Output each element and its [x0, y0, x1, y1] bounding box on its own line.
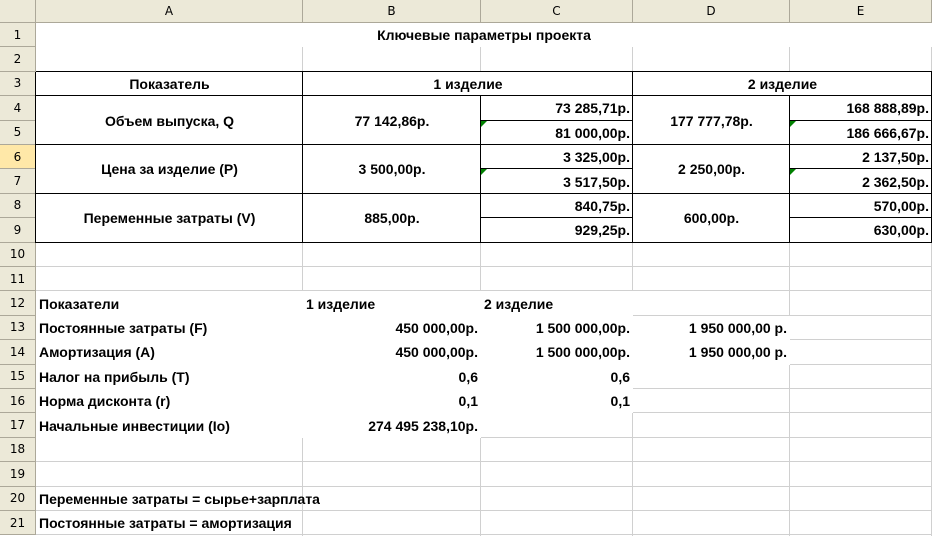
price-product1-a-cell[interactable]: 3 325,00р. [481, 145, 633, 169]
header-product2-cell[interactable]: 2 изделие [633, 72, 932, 96]
row-header-15[interactable]: 15 [0, 365, 36, 389]
row-header-18[interactable]: 18 [0, 438, 36, 462]
row-header-6[interactable]: 6 [0, 145, 36, 169]
select-all-corner[interactable] [0, 0, 36, 23]
border-line [36, 144, 932, 145]
t2-row-product1-cell[interactable]: 0,6 [303, 365, 481, 389]
variable-product1-base-cell[interactable]: 885,00р. [303, 194, 481, 243]
price-product2-base-cell[interactable]: 2 250,00р. [633, 145, 790, 194]
t2-row-product2-cell[interactable]: 1 500 000,00р. [481, 340, 633, 364]
price-label-cell[interactable]: Цена за изделие (P) [36, 145, 303, 194]
variable-product2-a-cell[interactable]: 570,00р. [790, 194, 932, 218]
border-line [36, 71, 932, 72]
t2-row-product2-cell[interactable]: 1 500 000,00р. [481, 316, 633, 340]
border-line [790, 120, 932, 121]
border-line [481, 168, 633, 169]
volume-product1-a-cell[interactable]: 73 285,71р. [481, 96, 633, 120]
t2-row-label-cell[interactable]: Начальные инвестиции (Io) [36, 413, 303, 437]
border-line [481, 120, 633, 121]
row-header-10[interactable]: 10 [0, 243, 36, 267]
row-header-5[interactable]: 5 [0, 121, 36, 145]
row-header-17[interactable]: 17 [0, 413, 36, 437]
variable-product1-b-cell[interactable]: 929,25р. [481, 218, 633, 242]
row-header-2[interactable]: 2 [0, 47, 36, 71]
t2-row-product2-cell[interactable]: 0,1 [481, 389, 633, 413]
row-header-13[interactable]: 13 [0, 316, 36, 340]
t2-row-label-cell[interactable]: Норма дисконта (r) [36, 389, 303, 413]
border-line [632, 72, 633, 243]
row-header-20[interactable]: 20 [0, 487, 36, 511]
row-header-7[interactable]: 7 [0, 169, 36, 193]
row-header-16[interactable]: 16 [0, 389, 36, 413]
price-product2-a-cell[interactable]: 2 137,50р. [790, 145, 932, 169]
header-indicator-cell[interactable]: Показатель [36, 72, 303, 96]
error-indicator-icon[interactable] [790, 121, 796, 127]
column-header-d[interactable]: D [633, 0, 790, 23]
price-product1-b-cell[interactable]: 3 517,50р. [481, 169, 633, 193]
t2-row-product1-cell[interactable]: 450 000,00р. [303, 316, 481, 340]
t2-header-product1-cell[interactable]: 1 изделие [303, 291, 481, 315]
error-indicator-icon[interactable] [790, 169, 796, 175]
row-header-14[interactable]: 14 [0, 340, 36, 364]
table-title-cell[interactable]: Ключевые параметры проекта [36, 23, 932, 47]
row-header-11[interactable]: 11 [0, 267, 36, 291]
border-line [480, 96, 481, 242]
note-cell[interactable]: Переменные затраты = сырье+зарплата [39, 490, 320, 507]
border-line [35, 72, 36, 243]
t2-row-product1-cell[interactable]: 0,1 [303, 389, 481, 413]
border-line [302, 72, 303, 243]
column-header-e[interactable]: E [790, 0, 932, 23]
row-header-12[interactable]: 12 [0, 291, 36, 315]
volume-product2-a-cell[interactable]: 168 888,89р. [790, 96, 932, 120]
t2-header-product2-cell[interactable]: 2 изделие [481, 291, 633, 315]
border-line [789, 96, 790, 242]
border-line [36, 193, 932, 194]
column-header-b[interactable]: B [303, 0, 481, 23]
column-header-a[interactable]: A [36, 0, 303, 23]
row-header-21[interactable]: 21 [0, 511, 36, 535]
variable-product2-base-cell[interactable]: 600,00р. [633, 194, 790, 243]
border-line [36, 95, 932, 96]
price-product2-b-cell[interactable]: 2 362,50р. [790, 169, 932, 193]
t2-row-product1-cell[interactable]: 450 000,00р. [303, 340, 481, 364]
header-product1-cell[interactable]: 1 изделие [303, 72, 633, 96]
t2-row-label-cell[interactable]: Амортизация (A) [36, 340, 303, 364]
price-product1-base-cell[interactable]: 3 500,00р. [303, 145, 481, 194]
row-header-19[interactable]: 19 [0, 462, 36, 486]
row-header-3[interactable]: 3 [0, 72, 36, 96]
column-header-c[interactable]: C [481, 0, 633, 23]
volume-label-cell[interactable]: Объем выпуска, Q [36, 96, 303, 145]
note-cell[interactable]: Постоянные затраты = амортизация [39, 515, 292, 532]
row-header-8[interactable]: 8 [0, 194, 36, 218]
t2-row-total-cell[interactable]: 1 950 000,00 р. [633, 340, 790, 364]
row-header-4[interactable]: 4 [0, 96, 36, 120]
volume-product1-b-cell[interactable]: 81 000,00р. [481, 121, 633, 145]
border-line [481, 217, 633, 218]
error-indicator-icon[interactable] [481, 169, 487, 175]
row-header-9[interactable]: 9 [0, 218, 36, 242]
border-line [790, 168, 932, 169]
row-header-1[interactable]: 1 [0, 23, 36, 47]
t2-row-label-cell[interactable]: Налог на прибыль (T) [36, 365, 303, 389]
gridline-h [36, 266, 932, 267]
variable-product1-a-cell[interactable]: 840,75р. [481, 194, 633, 218]
volume-product2-b-cell[interactable]: 186 666,67р. [790, 121, 932, 145]
variable-label-cell[interactable]: Переменные затраты (V) [36, 194, 303, 243]
t2-row-product2-cell[interactable]: 0,6 [481, 365, 633, 389]
t2-row-total-cell[interactable]: 1 950 000,00 р. [633, 316, 790, 340]
gridline-h [36, 461, 932, 462]
t2-row-label-cell[interactable]: Постоянные затраты (F) [36, 316, 303, 340]
volume-product1-base-cell[interactable]: 77 142,86р. [303, 96, 481, 145]
variable-product2-b-cell[interactable]: 630,00р. [790, 218, 932, 242]
border-line [790, 217, 932, 218]
volume-product2-base-cell[interactable]: 177 777,78р. [633, 96, 790, 145]
t2-header-indicator-cell[interactable]: Показатели [36, 291, 303, 315]
border-line [36, 242, 932, 243]
error-indicator-icon[interactable] [481, 121, 487, 127]
t2-row-product1-cell[interactable]: 274 495 238,10р. [303, 413, 481, 437]
